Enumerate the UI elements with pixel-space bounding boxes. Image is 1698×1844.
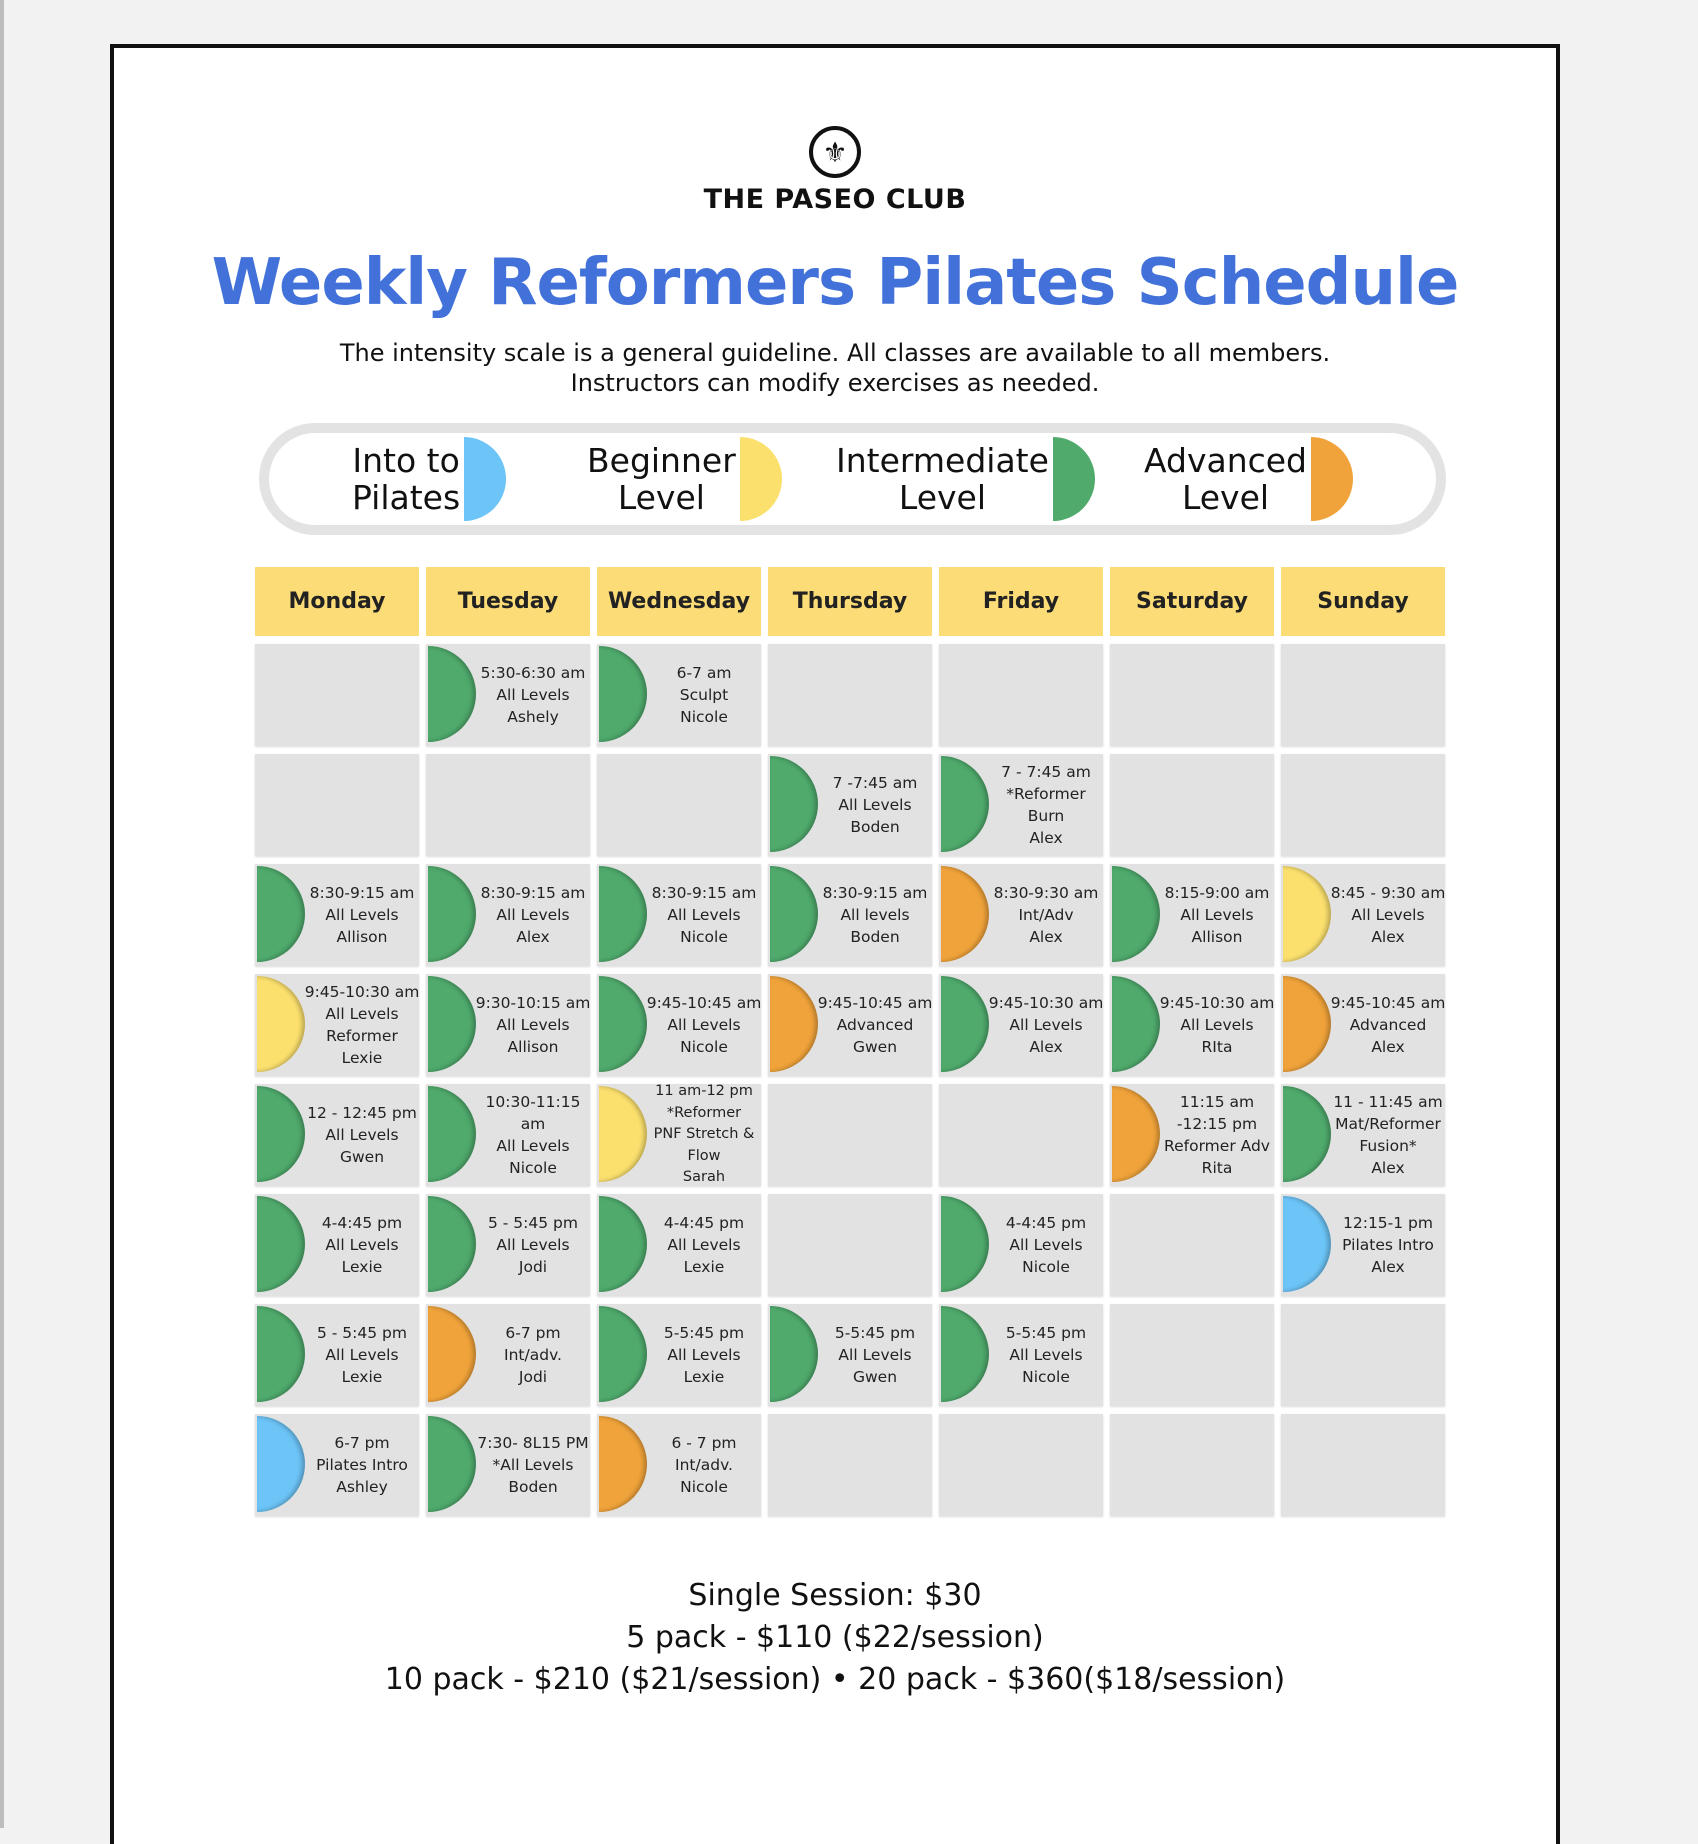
day-header-monday: Monday [255, 567, 419, 636]
class-detail-line: 6 - 7 pm [671, 1434, 737, 1452]
class-details [1331, 864, 1445, 966]
class-details [1160, 974, 1274, 1076]
legend-item-intermediate [836, 433, 1095, 525]
intermediate-level-indicator [257, 1196, 305, 1292]
class-detail-line: All Levels [325, 1346, 399, 1364]
class-slot-tuesday [426, 1084, 590, 1186]
day-header-thursday: Thursday [768, 567, 932, 636]
class-detail-line: Reformer Adv [1164, 1137, 1270, 1155]
class-details [476, 1414, 590, 1516]
class-details [305, 974, 419, 1076]
class-detail-line: Nicole [680, 1478, 728, 1496]
class-detail-line: Alex [1029, 928, 1063, 946]
class-detail-line: 5-5:45 pm [663, 1324, 745, 1342]
class-detail-line: 12 - 12:45 pm [307, 1104, 417, 1122]
class-slot-tuesday [426, 974, 590, 1076]
class-detail-line: 11 am-12 pm [655, 1083, 753, 1100]
class-detail-line: All Levels [667, 1016, 741, 1034]
legend-label: Beginner Level [587, 441, 736, 517]
class-details [1331, 1194, 1445, 1296]
class-details [647, 1414, 761, 1516]
class-detail-line: 8:15-9:00 am [1164, 884, 1270, 902]
class-slot-thursday [768, 974, 932, 1076]
class-detail-line: Gwen [339, 1148, 385, 1166]
class-details [305, 864, 419, 966]
pricing-line-2: 5 pack - $110 ($22/session) [626, 1620, 1044, 1655]
intermediate-level-indicator [428, 1086, 476, 1182]
legend-label: Intermediate Level [836, 441, 1049, 517]
subtitle-line-2: Instructors can modify exercises as needed. [570, 369, 1100, 397]
class-detail-line: 6-7 pm [334, 1434, 390, 1452]
class-detail-line: All Levels [838, 796, 912, 814]
class-slot-tuesday [426, 864, 590, 966]
class-detail-line: 4-4:45 pm [663, 1214, 745, 1232]
class-detail-line: 9:45-10:30 am [988, 994, 1104, 1012]
class-detail-line: 5-5:45 pm [1005, 1324, 1087, 1342]
intermediate-level-indicator [257, 866, 305, 962]
class-detail-line: Rita [1201, 1159, 1233, 1177]
class-details [476, 1194, 590, 1296]
class-slot-wednesday [597, 864, 761, 966]
class-details [1160, 864, 1274, 966]
class-slot-sunday [1281, 1084, 1445, 1186]
class-detail-line: Alex [1371, 1038, 1405, 1056]
empty-slot [768, 1414, 932, 1516]
class-details [647, 1194, 761, 1296]
class-details [305, 1194, 419, 1296]
intermediate-level-indicator [428, 1416, 476, 1512]
intermediate-level-indicator [1112, 976, 1160, 1072]
class-detail-line: Int/adv. [675, 1456, 733, 1474]
intermediate-level-indicator [770, 1306, 818, 1402]
fleur-de-lis-icon: ⚜ [809, 126, 861, 178]
class-detail-line: All Levels [325, 1236, 399, 1254]
class-detail-line: Burn [1027, 807, 1065, 825]
class-detail-line: Nicole [1022, 1368, 1070, 1386]
legend-label: Into to Pilates [352, 441, 461, 517]
class-detail-line: 8:30-9:15 am [309, 884, 415, 902]
class-details [647, 974, 761, 1076]
class-details [1331, 1084, 1445, 1186]
empty-slot [1281, 754, 1445, 856]
class-detail-line: 9:45-10:45 am [817, 994, 933, 1012]
empty-slot [255, 644, 419, 746]
pricing-info [114, 1575, 1556, 1701]
class-detail-line: Alex [1371, 928, 1405, 946]
intermediate-level-indicator [941, 976, 989, 1072]
brand-logo [114, 126, 1556, 215]
class-detail-line: 8:30-9:30 am [993, 884, 1099, 902]
intermediate-level-indicator [428, 866, 476, 962]
class-slot-monday [255, 1194, 419, 1296]
class-detail-line: 8:30-9:15 am [822, 884, 928, 902]
empty-slot [1281, 1304, 1445, 1406]
class-detail-line: Boden [508, 1478, 558, 1496]
class-slot-wednesday [597, 1194, 761, 1296]
class-slot-sunday [1281, 864, 1445, 966]
class-detail-line: All Levels [496, 1236, 570, 1254]
class-slot-friday [939, 1194, 1103, 1296]
class-slot-saturday [1110, 1084, 1274, 1186]
class-detail-line: 9:30-10:15 am [475, 994, 591, 1012]
day-header-wednesday: Wednesday [597, 567, 761, 636]
class-detail-line: 8:30-9:15 am [651, 884, 757, 902]
class-detail-line: All Levels [325, 1126, 399, 1144]
class-detail-line: 9:45-10:30 am [304, 983, 420, 1001]
class-detail-line: Jodi [518, 1258, 548, 1276]
class-slot-tuesday [426, 1194, 590, 1296]
class-detail-line: 8:30-9:15 am [480, 884, 586, 902]
legend-item-intro [352, 433, 506, 525]
empty-slot [1110, 754, 1274, 856]
class-detail-line: Alex [1029, 829, 1063, 847]
advanced-level-indicator [1283, 976, 1331, 1072]
intermediate-level-indicator [1112, 866, 1160, 962]
class-slot-wednesday [597, 974, 761, 1076]
class-detail-line: All Levels [667, 1346, 741, 1364]
class-detail-line: Jodi [518, 1368, 548, 1386]
class-detail-line: All Levels [325, 906, 399, 924]
beginner-level-indicator [1283, 866, 1331, 962]
class-detail-line: Advanced [836, 1016, 914, 1034]
day-header-tuesday: Tuesday [426, 567, 590, 636]
class-detail-line: All Levels [1009, 1236, 1083, 1254]
class-detail-line: 5 - 5:45 pm [317, 1324, 407, 1342]
class-detail-line: *Reformer [1006, 785, 1086, 803]
class-detail-line: Alex [516, 928, 550, 946]
empty-slot [939, 644, 1103, 746]
empty-slot [1110, 1304, 1274, 1406]
class-details [476, 864, 590, 966]
advanced-level-indicator [1112, 1086, 1160, 1182]
class-detail-line: Allison [336, 928, 388, 946]
intermediate-level-indicator [770, 756, 818, 852]
class-detail-line: All Levels [325, 1005, 399, 1023]
viewer-edge [0, 0, 4, 1828]
class-detail-line: Nicole [680, 1038, 728, 1056]
class-detail-line: Nicole [680, 708, 728, 726]
class-details [647, 1084, 761, 1186]
intermediate-level-indicator [941, 1196, 989, 1292]
class-detail-line: All Levels [496, 1137, 570, 1155]
class-details [305, 1304, 419, 1406]
legend-item-advanced [1144, 433, 1353, 525]
empty-slot [768, 1194, 932, 1296]
class-detail-line: All Levels [1009, 1016, 1083, 1034]
class-detail-line: *All Levels [492, 1456, 574, 1474]
class-detail-line: 5 - 5:45 pm [488, 1214, 578, 1232]
class-detail-line: Flow [687, 1147, 721, 1164]
class-detail-line: All Levels [496, 906, 570, 924]
advanced-level-indicator [428, 1306, 476, 1402]
page-title: Weekly Reformers Pilates Schedule [211, 246, 1459, 320]
class-slot-friday [939, 864, 1103, 966]
class-detail-line: Lexie [341, 1049, 383, 1067]
class-slot-saturday [1110, 974, 1274, 1076]
class-detail-line: Boden [850, 928, 900, 946]
empty-slot [255, 754, 419, 856]
class-detail-line: Allison [1191, 928, 1243, 946]
class-detail-line: Nicole [680, 928, 728, 946]
intermediate-level-indicator [599, 866, 647, 962]
class-details [476, 644, 590, 746]
class-detail-line: 5-5:45 pm [834, 1324, 916, 1342]
class-detail-line: 7 - 7:45 am [1001, 763, 1091, 781]
empty-slot [1110, 1414, 1274, 1516]
class-detail-line: 9:45-10:45 am [1330, 994, 1446, 1012]
class-details [818, 754, 932, 856]
intermediate-level-indicator [599, 976, 647, 1072]
class-detail-line: All Levels [1180, 1016, 1254, 1034]
class-detail-line: All Levels [667, 1236, 741, 1254]
class-details [989, 754, 1103, 856]
intermediate-level-indicator [941, 756, 989, 852]
class-detail-line: Sculpt [679, 686, 729, 704]
class-detail-line: 12:15-1 pm [1343, 1214, 1433, 1232]
class-detail-line: 6-7 pm [505, 1324, 561, 1342]
class-detail-line: 4-4:45 pm [1005, 1214, 1087, 1232]
class-slot-wednesday [597, 1414, 761, 1516]
class-slot-wednesday [597, 644, 761, 746]
class-detail-line: Gwen [852, 1038, 898, 1056]
class-slot-saturday [1110, 864, 1274, 966]
class-detail-line: Lexie [683, 1258, 725, 1276]
empty-slot [939, 1084, 1103, 1186]
class-slot-friday [939, 1304, 1103, 1406]
class-detail-line: Mat/Reformer [1335, 1115, 1441, 1133]
class-detail-line: PNF Stretch & [653, 1126, 755, 1143]
pricing-line-1: Single Session: $30 [688, 1578, 982, 1613]
intermediate-level-indicator [599, 1306, 647, 1402]
intermediate-level-indicator [257, 1086, 305, 1182]
class-detail-line: 11 - 11:45 am [1333, 1093, 1443, 1111]
intermediate-level-indicator [599, 1196, 647, 1292]
class-detail-line: 10:30-11:15 [485, 1093, 581, 1111]
class-detail-line: *Reformer [666, 1104, 742, 1121]
class-slot-friday [939, 754, 1103, 856]
intermediate-level-swatch [1053, 437, 1095, 521]
class-details [476, 1304, 590, 1406]
class-details [1331, 974, 1445, 1076]
class-details [989, 864, 1103, 966]
beginner-level-indicator [257, 976, 305, 1072]
advanced-level-indicator [599, 1416, 647, 1512]
empty-slot [1110, 1194, 1274, 1296]
class-slot-tuesday [426, 1304, 590, 1406]
intro-level-swatch [464, 437, 506, 521]
class-details [818, 1304, 932, 1406]
class-detail-line: Boden [850, 818, 900, 836]
class-detail-line: 7 -7:45 am [832, 774, 918, 792]
class-details [818, 974, 932, 1076]
class-slot-tuesday [426, 644, 590, 746]
class-detail-line: Alex [1029, 1038, 1063, 1056]
class-slot-monday [255, 1304, 419, 1406]
class-detail-line: 7:30- 8L15 PM [477, 1434, 589, 1452]
class-detail-line: 9:45-10:45 am [646, 994, 762, 1012]
class-detail-line: All Levels [1351, 906, 1425, 924]
class-detail-line: 4-4:45 pm [321, 1214, 403, 1232]
legend-item-beginner [587, 433, 782, 525]
class-detail-line: 9:45-10:30 am [1159, 994, 1275, 1012]
intensity-legend [259, 423, 1446, 535]
class-details [1160, 1084, 1274, 1186]
legend-label: Advanced Level [1144, 441, 1308, 517]
class-detail-line: Pilates Intro [1342, 1236, 1434, 1254]
advanced-level-swatch [1311, 437, 1353, 521]
class-detail-line: All levels [840, 906, 910, 924]
intermediate-level-indicator [599, 646, 647, 742]
day-header-friday: Friday [939, 567, 1103, 636]
brand-name: THE PASEO CLUB [703, 184, 967, 215]
empty-slot [1281, 644, 1445, 746]
class-detail-line: All Levels [496, 686, 570, 704]
schedule-page [110, 44, 1560, 1844]
class-detail-line: All Levels [838, 1346, 912, 1364]
intro-level-indicator [257, 1416, 305, 1512]
class-slot-friday [939, 974, 1103, 1076]
class-detail-line: Gwen [852, 1368, 898, 1386]
intermediate-level-indicator [770, 866, 818, 962]
class-detail-line: 5:30-6:30 am [480, 664, 586, 682]
empty-slot [768, 644, 932, 746]
class-detail-line: Int/Adv [1018, 906, 1074, 924]
intermediate-level-indicator [1283, 1086, 1331, 1182]
class-detail-line: All Levels [1009, 1346, 1083, 1364]
empty-slot [768, 1084, 932, 1186]
class-detail-line: Lexie [341, 1368, 383, 1386]
class-detail-line: Lexie [341, 1258, 383, 1276]
class-slot-thursday [768, 1304, 932, 1406]
class-details [476, 974, 590, 1076]
intermediate-level-indicator [941, 1306, 989, 1402]
class-detail-line: Nicole [1022, 1258, 1070, 1276]
class-slot-monday [255, 1084, 419, 1186]
class-detail-line: Pilates Intro [316, 1456, 408, 1474]
class-details [647, 1304, 761, 1406]
class-slot-sunday [1281, 1194, 1445, 1296]
class-detail-line: Alex [1371, 1258, 1405, 1276]
class-details [476, 1084, 590, 1186]
class-details [305, 1084, 419, 1186]
subtitle-line-1: The intensity scale is a general guideline. All classes are available to all members. [339, 339, 1331, 367]
class-detail-line: 11:15 am [1179, 1093, 1255, 1111]
class-detail-line: Advanced [1349, 1016, 1427, 1034]
class-detail-line: -12:15 pm [1176, 1115, 1258, 1133]
class-detail-line: am [520, 1115, 546, 1133]
class-detail-line: Ashley [336, 1478, 388, 1496]
class-detail-line: All Levels [496, 1016, 570, 1034]
class-detail-line: 8:45 - 9:30 am [1330, 884, 1446, 902]
empty-slot [939, 1414, 1103, 1516]
class-detail-line: All Levels [1180, 906, 1254, 924]
class-slot-tuesday [426, 1414, 590, 1516]
class-detail-line: 6-7 am [676, 664, 732, 682]
intermediate-level-indicator [428, 976, 476, 1072]
class-slot-thursday [768, 754, 932, 856]
beginner-level-indicator [599, 1086, 647, 1182]
class-detail-line: Lexie [683, 1368, 725, 1386]
class-details [818, 864, 932, 966]
intermediate-level-indicator [428, 646, 476, 742]
class-detail-line: Int/adv. [504, 1346, 562, 1364]
page-subtitle [114, 338, 1556, 398]
class-detail-line: Ashely [507, 708, 559, 726]
class-details [989, 974, 1103, 1076]
class-details [647, 644, 761, 746]
intro-level-indicator [1283, 1196, 1331, 1292]
advanced-level-indicator [941, 866, 989, 962]
class-detail-line: Fusion* [1359, 1137, 1417, 1155]
class-detail-line: Reformer [326, 1027, 398, 1045]
class-detail-line: Allison [507, 1038, 559, 1056]
schedule-grid [255, 567, 1445, 1524]
empty-slot [1281, 1414, 1445, 1516]
beginner-level-swatch [740, 437, 782, 521]
day-header-sunday: Sunday [1281, 567, 1445, 636]
class-slot-monday [255, 864, 419, 966]
advanced-level-indicator [770, 976, 818, 1072]
class-details [305, 1414, 419, 1516]
class-slot-monday [255, 1414, 419, 1516]
class-slot-wednesday [597, 1084, 761, 1186]
class-detail-line: Sarah [682, 1169, 726, 1186]
day-header-saturday: Saturday [1110, 567, 1274, 636]
class-detail-line: Alex [1371, 1159, 1405, 1177]
class-detail-line: All Levels [667, 906, 741, 924]
class-slot-monday [255, 974, 419, 1076]
empty-slot [597, 754, 761, 856]
pricing-line-3: 10 pack - $210 ($21/session) • 20 pack - $360($18/session) [384, 1662, 1286, 1697]
class-slot-thursday [768, 864, 932, 966]
class-detail-line: Nicole [509, 1159, 557, 1177]
class-details [989, 1304, 1103, 1406]
class-details [647, 864, 761, 966]
class-details [989, 1194, 1103, 1296]
class-slot-wednesday [597, 1304, 761, 1406]
class-slot-sunday [1281, 974, 1445, 1076]
class-detail-line: RIta [1201, 1038, 1233, 1056]
empty-slot [1110, 644, 1274, 746]
empty-slot [426, 754, 590, 856]
intermediate-level-indicator [257, 1306, 305, 1402]
intermediate-level-indicator [428, 1196, 476, 1292]
